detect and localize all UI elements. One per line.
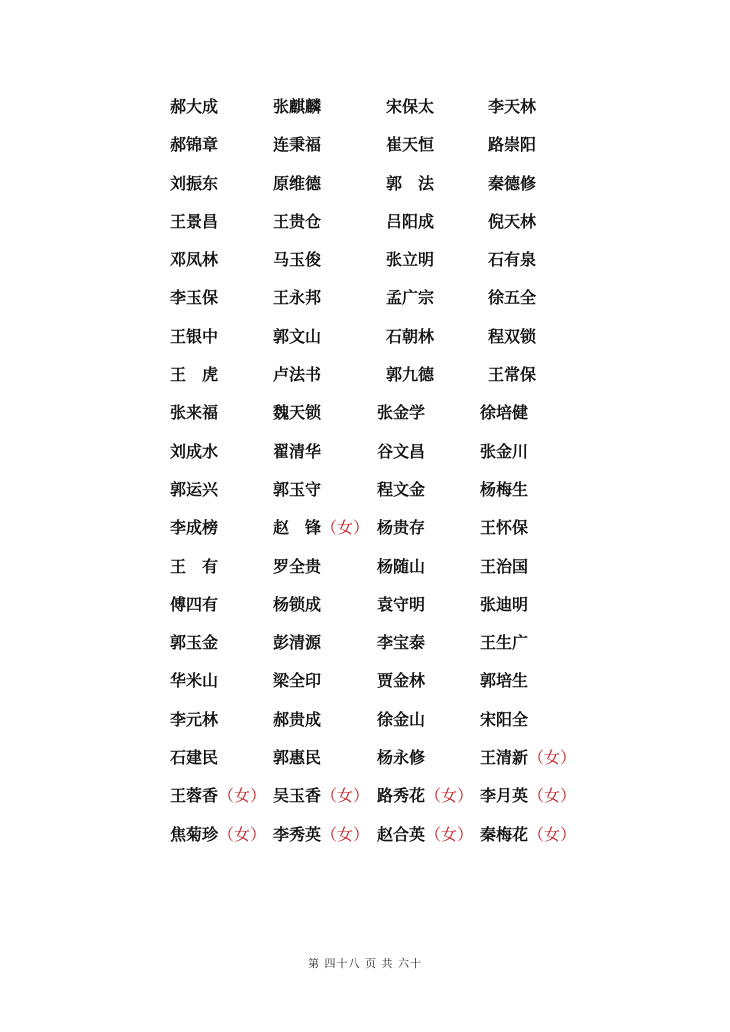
name-cell (480, 739, 576, 777)
person-name: 李秀英 (273, 824, 322, 844)
name-cell: 卢法书 (273, 365, 322, 385)
name-cell (170, 777, 266, 815)
name-cell: 张立明 (386, 250, 435, 270)
name-cell: 翟清华 (273, 441, 322, 461)
name-cell: 李成榜 (170, 518, 219, 538)
name-row (0, 203, 730, 241)
name-cell: 孟广宗 (386, 288, 435, 308)
name-cell: 郭九德 (386, 365, 435, 385)
name-cell: 王怀保 (480, 518, 529, 538)
name-cell: 杨梅生 (480, 479, 529, 499)
person-name: 秦梅花 (480, 824, 529, 844)
name-list (0, 88, 730, 854)
name-cell: 魏天锁 (273, 403, 322, 423)
name-cell: 王贵仓 (273, 211, 322, 231)
name-cell: 程双锁 (488, 326, 537, 346)
person-name: 赵 锋 (273, 518, 322, 538)
female-mark: （女） (425, 824, 474, 844)
name-row (0, 816, 730, 854)
name-cell: 李玉保 (170, 288, 219, 308)
name-cell: 王景昌 (170, 211, 219, 231)
name-cell: 杨锁成 (273, 594, 322, 614)
name-cell: 刘振东 (170, 173, 219, 193)
person-name: 李月英 (480, 786, 529, 806)
name-cell: 李宝泰 (377, 633, 426, 653)
name-cell: 王 有 (170, 556, 219, 576)
name-cell: 郭玉守 (273, 479, 322, 499)
name-cell (377, 777, 473, 815)
name-row (0, 509, 730, 547)
name-row (0, 318, 730, 356)
name-row (0, 241, 730, 279)
name-cell: 彭清源 (273, 633, 322, 653)
name-cell: 崔天恒 (386, 135, 435, 155)
name-cell: 梁全印 (273, 671, 322, 691)
person-name: 焦菊珍 (170, 824, 219, 844)
person-name: 王蓉香 (170, 786, 219, 806)
female-mark: （女） (425, 786, 474, 806)
female-mark: （女） (528, 748, 577, 768)
female-mark: （女） (218, 786, 267, 806)
name-cell (377, 816, 473, 854)
name-row (0, 777, 730, 815)
name-cell: 刘成水 (170, 441, 219, 461)
name-row (0, 126, 730, 164)
name-cell: 原维德 (273, 173, 322, 193)
name-cell: 宋阳全 (480, 709, 529, 729)
name-row (0, 739, 730, 777)
name-cell: 郭文山 (273, 326, 322, 346)
female-mark: （女） (321, 786, 370, 806)
name-row (0, 88, 730, 126)
name-cell (273, 509, 369, 547)
name-cell: 郝大成 (170, 97, 219, 116)
name-cell: 张迪明 (480, 594, 529, 614)
female-mark: （女） (218, 824, 267, 844)
name-cell: 谷文昌 (377, 441, 426, 461)
person-name: 吴玉香 (273, 786, 322, 806)
name-cell: 王生广 (480, 633, 529, 653)
female-mark: （女） (321, 518, 370, 538)
name-cell: 郭惠民 (273, 748, 322, 768)
name-cell: 王 虎 (170, 365, 219, 385)
page-footer: 第 四十八 页 共 六十 (308, 957, 422, 970)
female-mark: （女） (528, 824, 577, 844)
name-cell: 王永邦 (273, 288, 322, 308)
name-cell: 郝贵成 (273, 709, 322, 729)
name-cell: 郭玉金 (170, 633, 219, 653)
name-cell: 杨随山 (377, 556, 426, 576)
name-row (0, 624, 730, 662)
name-cell: 张金学 (377, 403, 426, 423)
name-cell: 李天林 (488, 97, 537, 116)
name-cell: 徐培健 (480, 403, 529, 423)
name-row (0, 662, 730, 700)
name-cell: 张金川 (480, 441, 529, 461)
name-cell: 秦德修 (488, 173, 537, 193)
name-cell: 徐五全 (488, 288, 537, 308)
name-cell: 路崇阳 (488, 135, 537, 155)
name-cell: 石建民 (170, 748, 219, 768)
female-mark: （女） (528, 786, 577, 806)
name-cell: 郭 法 (386, 173, 435, 193)
name-row (0, 548, 730, 586)
name-row (0, 165, 730, 203)
name-cell: 郭培生 (480, 671, 529, 691)
name-cell (273, 816, 369, 854)
female-mark: （女） (321, 824, 370, 844)
name-cell: 张来福 (170, 403, 219, 423)
name-cell: 连秉福 (273, 135, 322, 155)
name-row (0, 279, 730, 317)
name-row (0, 471, 730, 509)
name-cell: 徐金山 (377, 709, 426, 729)
name-row (0, 586, 730, 624)
name-cell: 郭运兴 (170, 479, 219, 499)
name-row (0, 433, 730, 471)
name-cell: 王治国 (480, 556, 529, 576)
name-row (0, 356, 730, 394)
name-cell: 王银中 (170, 326, 219, 346)
name-cell: 杨永修 (377, 748, 426, 768)
name-cell (480, 777, 576, 815)
name-cell: 贾金林 (377, 671, 426, 691)
name-cell (480, 816, 576, 854)
name-cell: 程文金 (377, 479, 426, 499)
name-cell (170, 816, 266, 854)
name-cell: 宋保太 (386, 97, 435, 116)
person-name: 赵合英 (377, 824, 426, 844)
name-cell: 袁守明 (377, 594, 426, 614)
name-cell: 邓凤林 (170, 250, 219, 270)
name-cell: 马玉俊 (273, 250, 322, 270)
name-cell: 傅四有 (170, 594, 219, 614)
name-cell: 郝锦章 (170, 135, 219, 155)
name-cell: 石有泉 (488, 250, 537, 270)
name-cell: 王常保 (488, 365, 537, 385)
name-cell (273, 777, 369, 815)
name-cell: 罗全贵 (273, 556, 322, 576)
name-cell: 华米山 (170, 671, 219, 691)
person-name: 王清新 (480, 748, 529, 768)
name-cell: 石朝林 (386, 326, 435, 346)
person-name: 路秀花 (377, 786, 426, 806)
name-cell: 吕阳成 (386, 211, 435, 231)
name-cell: 张麒麟 (273, 97, 322, 116)
name-cell: 李元林 (170, 709, 219, 729)
name-row (0, 394, 730, 432)
name-cell: 倪天林 (488, 211, 537, 231)
name-row (0, 701, 730, 739)
name-cell: 杨贵存 (377, 518, 426, 538)
